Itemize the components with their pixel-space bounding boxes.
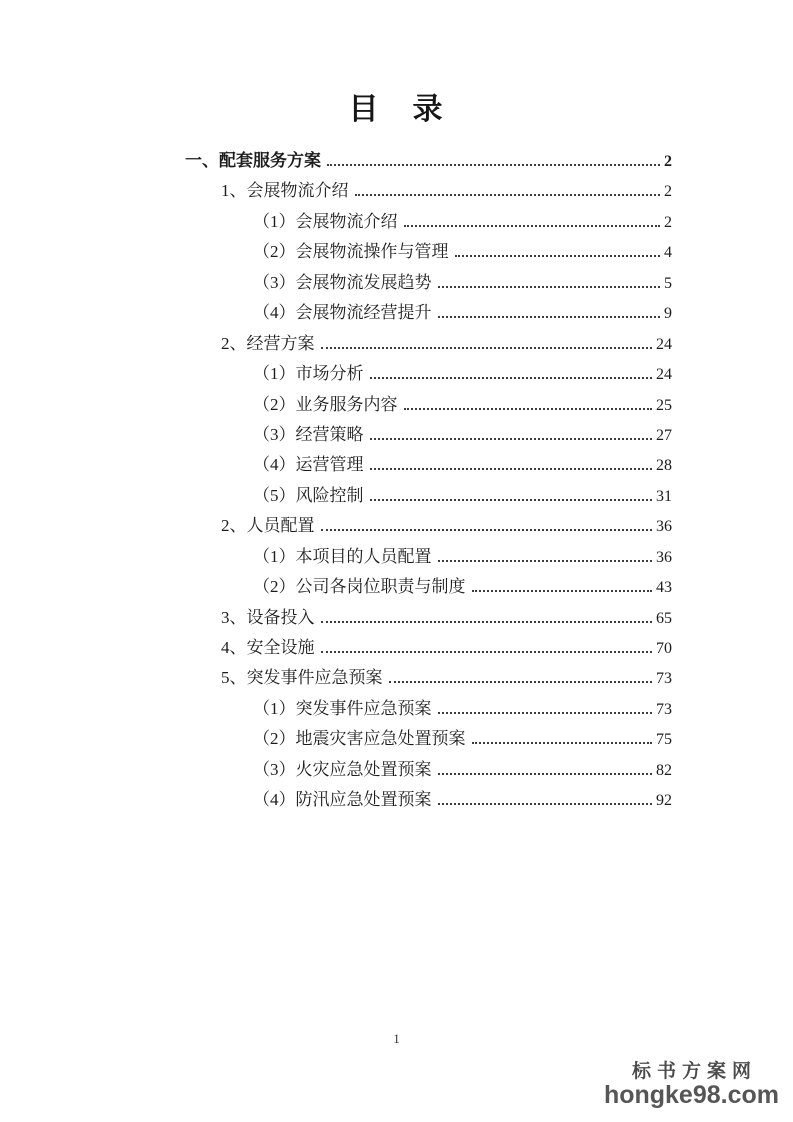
toc-dot-leader [438, 803, 653, 805]
toc-entry[interactable] [185, 329, 672, 359]
toc-entry[interactable] [185, 481, 672, 511]
toc-entry[interactable] [185, 542, 672, 572]
toc-dot-leader [355, 194, 661, 196]
toc-entry[interactable] [185, 390, 672, 420]
toc-entry-label: （4）运营管理 [253, 455, 364, 475]
toc-entry-page: 5 [664, 274, 672, 292]
toc-entry[interactable] [185, 359, 672, 389]
toc-entry[interactable] [185, 450, 672, 480]
toc-entry[interactable] [185, 724, 672, 754]
toc-entry-page: 36 [656, 548, 672, 566]
toc-entry-label: 3、设备投入 [221, 607, 315, 627]
toc-dot-leader [327, 164, 660, 166]
toc-entry-page: 25 [656, 396, 672, 414]
toc-dot-leader [438, 316, 661, 318]
toc-dot-leader [370, 499, 653, 501]
toc-entry[interactable] [185, 755, 672, 785]
toc-entry-label: 4、安全设施 [221, 638, 315, 657]
toc-entry-label: （2）会展物流操作与管理 [253, 242, 449, 262]
toc-dot-leader [370, 377, 653, 379]
toc-entry[interactable] [185, 146, 672, 176]
toc-entry-label: 1、会展物流介绍 [221, 181, 349, 201]
toc-entry-label: 2、人员配置 [221, 516, 315, 536]
toc-dot-leader [455, 255, 661, 257]
toc-entry[interactable] [185, 176, 672, 206]
toc-entry-page: 28 [656, 457, 672, 475]
toc-entry-label: （2）地震灾害应急处置预案 [253, 729, 466, 749]
toc-entry-page: 70 [656, 640, 672, 657]
toc-entry-label: （3）经营策略 [253, 424, 364, 444]
toc-entry[interactable] [185, 633, 672, 663]
toc-dot-leader [321, 529, 653, 531]
toc-entry[interactable] [185, 298, 672, 328]
toc-entry-page: 82 [656, 761, 672, 779]
toc-entry[interactable] [185, 237, 672, 267]
watermark-site-url: hongke98.com [603, 1080, 779, 1109]
toc-dot-leader [389, 681, 653, 683]
toc-entry[interactable] [185, 572, 672, 602]
toc-entry-page: 4 [664, 244, 672, 262]
toc-entry-page: 24 [656, 335, 672, 353]
toc-entry-label: （4）防汛应急处置预案 [253, 790, 432, 810]
toc-entry-page: 75 [656, 731, 672, 749]
toc-entry-label: （3）会展物流发展趋势 [253, 272, 432, 292]
toc-dot-leader [370, 468, 653, 470]
toc-dot-leader [404, 225, 661, 227]
toc-dot-leader [438, 560, 653, 562]
toc-dot-leader [472, 742, 653, 744]
toc-dot-leader [438, 773, 653, 775]
toc-entry-label: （1）会展物流介绍 [253, 211, 398, 231]
toc-entry[interactable] [185, 663, 672, 693]
toc-entry-page: 36 [656, 518, 672, 536]
toc-dot-leader [438, 286, 661, 288]
toc-entry-label: （1）突发事件应急预案 [253, 698, 432, 718]
toc-entry[interactable] [185, 207, 672, 237]
toc-entry[interactable] [185, 511, 672, 541]
toc-entry-page: 2 [664, 213, 672, 231]
toc-dot-leader [321, 347, 653, 349]
footer-page-number: 1 [393, 1031, 400, 1046]
toc-entry-label: （2）公司各岗位职责与制度 [253, 577, 466, 597]
toc-entry-label: （3）火灾应急处置预案 [253, 759, 432, 779]
toc-entry-page: 24 [656, 366, 672, 384]
toc-entry-label: （4）会展物流经营提升 [253, 303, 432, 323]
toc-dot-leader [321, 621, 653, 623]
toc-entry-page: 43 [656, 579, 672, 597]
toc-entry-label: （2）业务服务内容 [253, 394, 398, 414]
toc-entry-page: 73 [656, 700, 672, 718]
toc-entry[interactable] [185, 785, 672, 815]
watermark [604, 1062, 779, 1108]
toc-entry-page: 2 [664, 183, 672, 201]
toc-entry-label: （1）本项目的人员配置 [253, 546, 432, 566]
toc-entry[interactable] [185, 268, 672, 298]
toc-entry-page: 9 [664, 305, 672, 323]
toc-dot-leader [472, 590, 653, 592]
toc-entry-page: 65 [656, 609, 672, 627]
page-title: 目 录 [348, 93, 445, 126]
toc-entry-page: 27 [656, 426, 672, 444]
toc-entry[interactable] [185, 420, 672, 450]
toc-entry-page: 92 [656, 792, 672, 810]
toc-list [185, 146, 672, 816]
toc-entry-page: 31 [656, 487, 672, 505]
toc-entry-label: 一、配套服务方案 [185, 151, 321, 170]
toc-dot-leader [321, 651, 653, 653]
toc-dot-leader [370, 438, 653, 440]
toc-entry-label: （5）风险控制 [253, 485, 364, 505]
toc-entry-page: 2 [664, 153, 672, 170]
toc-entry-label: （1）市场分析 [253, 364, 364, 384]
toc-dot-leader [438, 712, 653, 714]
toc-entry-label: 5、突发事件应急预案 [221, 668, 383, 688]
watermark-site-name: 标书方案网 [631, 1061, 757, 1082]
toc-entry[interactable] [185, 694, 672, 724]
toc-dot-leader [404, 408, 653, 410]
toc-entry[interactable] [185, 603, 672, 633]
toc-entry-page: 73 [656, 670, 672, 688]
toc-entry-label: 2、经营方案 [221, 333, 315, 353]
